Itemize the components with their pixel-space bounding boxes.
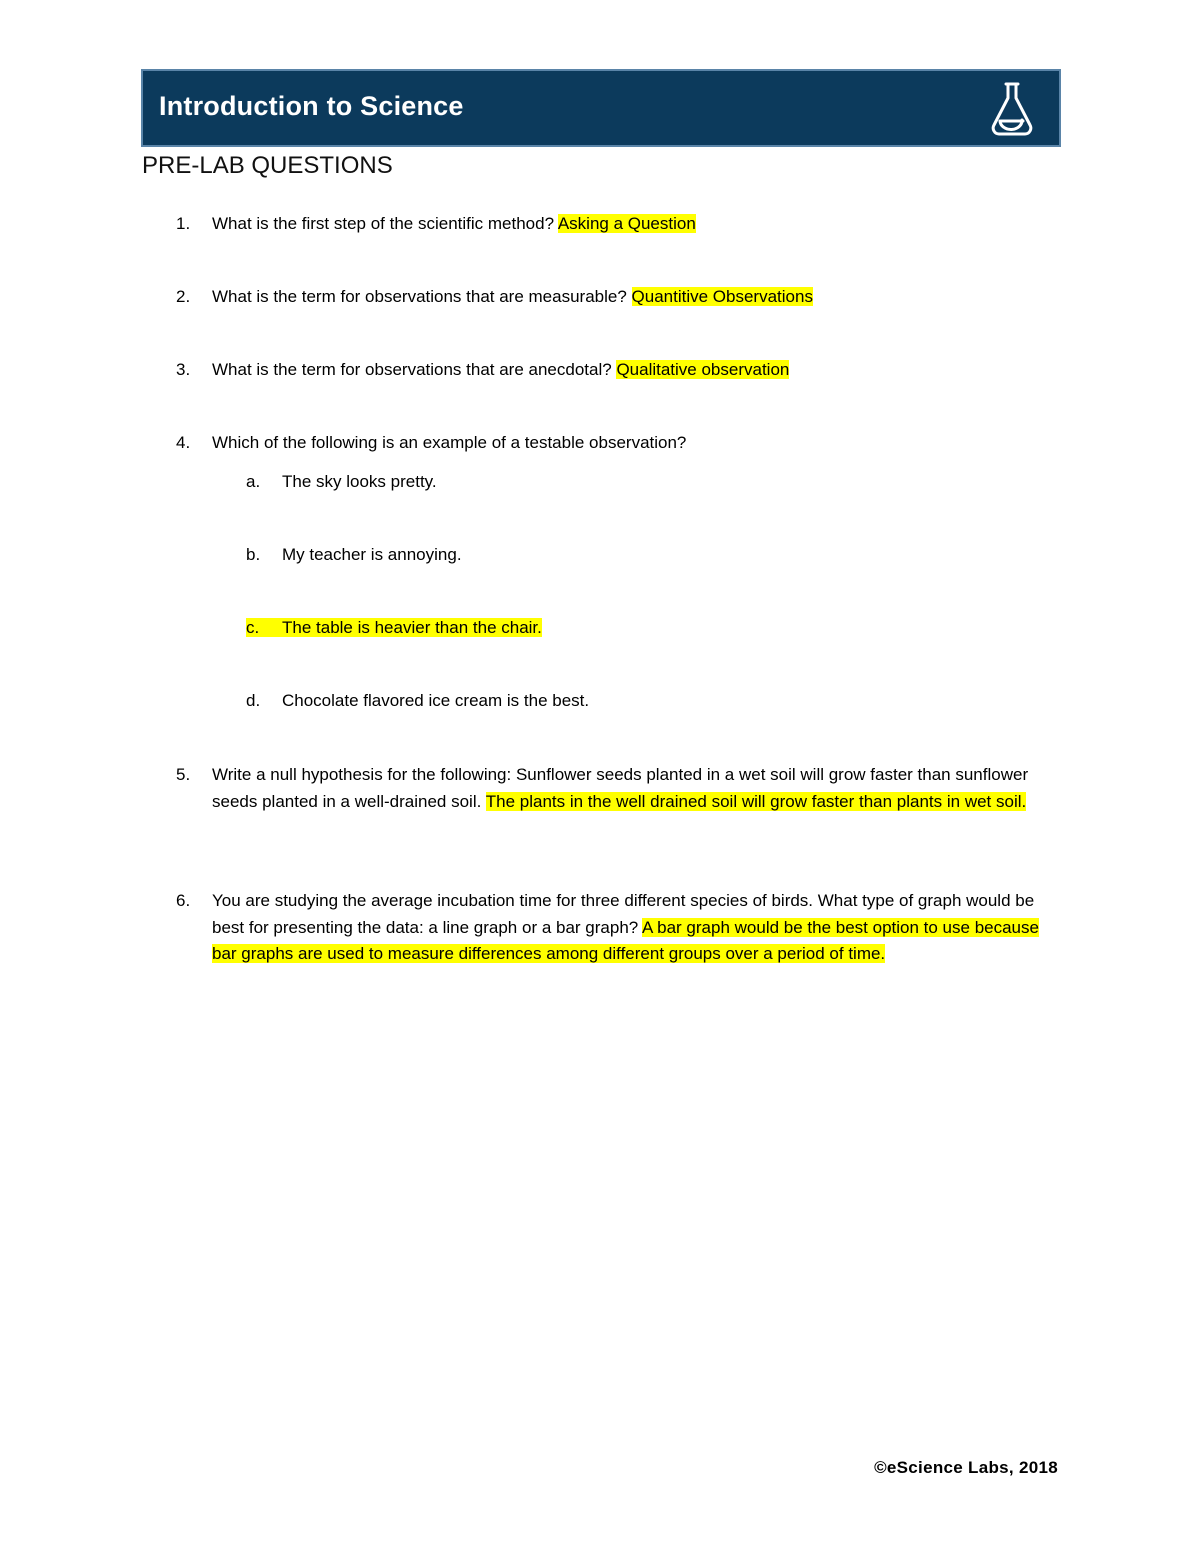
question-3 bbox=[176, 357, 1056, 384]
question-2 bbox=[176, 284, 1056, 311]
question-6 bbox=[176, 888, 1056, 968]
question-text: Write a null hypothesis for the following: Sunflower seeds planted in a wet soil will grow faster than sunflower seeds planted in a well-drained soil. bbox=[212, 765, 1029, 811]
copyright-footer: ©eScience Labs, 2018 bbox=[874, 1458, 1058, 1477]
option-label: a. bbox=[246, 472, 261, 491]
question-4 bbox=[176, 430, 1056, 457]
question-number: 5. bbox=[176, 765, 191, 784]
option-text: The sky looks pretty. bbox=[282, 472, 437, 491]
option-label: c. bbox=[246, 618, 260, 637]
option-b bbox=[246, 542, 462, 568]
document-title: Introduction to Science bbox=[159, 91, 464, 121]
answer-highlight: A bar graph would be the best option to use because bar graphs are used to measure differences among different groups over a period of time. bbox=[212, 917, 1039, 963]
answer-highlight: Asking a Question bbox=[557, 214, 696, 233]
option-text: My teacher is annoying. bbox=[282, 545, 462, 564]
answer-highlight: Qualitative observation bbox=[616, 360, 790, 379]
option-a bbox=[246, 469, 437, 495]
question-5 bbox=[176, 762, 1056, 815]
question-text: What is the first step of the scientific method? bbox=[212, 214, 558, 233]
question-text: What is the term for observations that are measurable? bbox=[212, 287, 632, 306]
flask-e-icon bbox=[987, 81, 1037, 137]
question-number: 1. bbox=[176, 214, 191, 233]
option-label: d. bbox=[246, 691, 261, 710]
question-text: You are studying the average incubation time for three different species of birds. What type of graph would be best for presenting the data: a line graph or a bar graph? bbox=[212, 891, 1035, 937]
question-number: 3. bbox=[176, 360, 191, 379]
answer-highlight: The plants in the well drained soil will grow faster than plants in wet soil. bbox=[485, 791, 1027, 811]
answer-highlight: Quantitive Observations bbox=[631, 287, 813, 306]
question-number: 4. bbox=[176, 433, 191, 452]
question-text: Which of the following is an example of a testable observation? bbox=[212, 433, 687, 452]
option-label: b. bbox=[246, 545, 261, 564]
option-d bbox=[246, 688, 589, 714]
question-number: 2. bbox=[176, 287, 191, 306]
question-number: 6. bbox=[176, 891, 191, 910]
option-text: The table is heavier than the chair. bbox=[282, 618, 542, 637]
header-banner bbox=[141, 69, 1061, 147]
option-text: Chocolate flavored ice cream is the best. bbox=[282, 691, 590, 710]
section-title: PRE-LAB QUESTIONS bbox=[142, 152, 393, 179]
question-1 bbox=[176, 211, 1056, 238]
question-text: What is the term for observations that are anecdotal? bbox=[212, 360, 617, 379]
option-c-selected bbox=[246, 615, 542, 641]
